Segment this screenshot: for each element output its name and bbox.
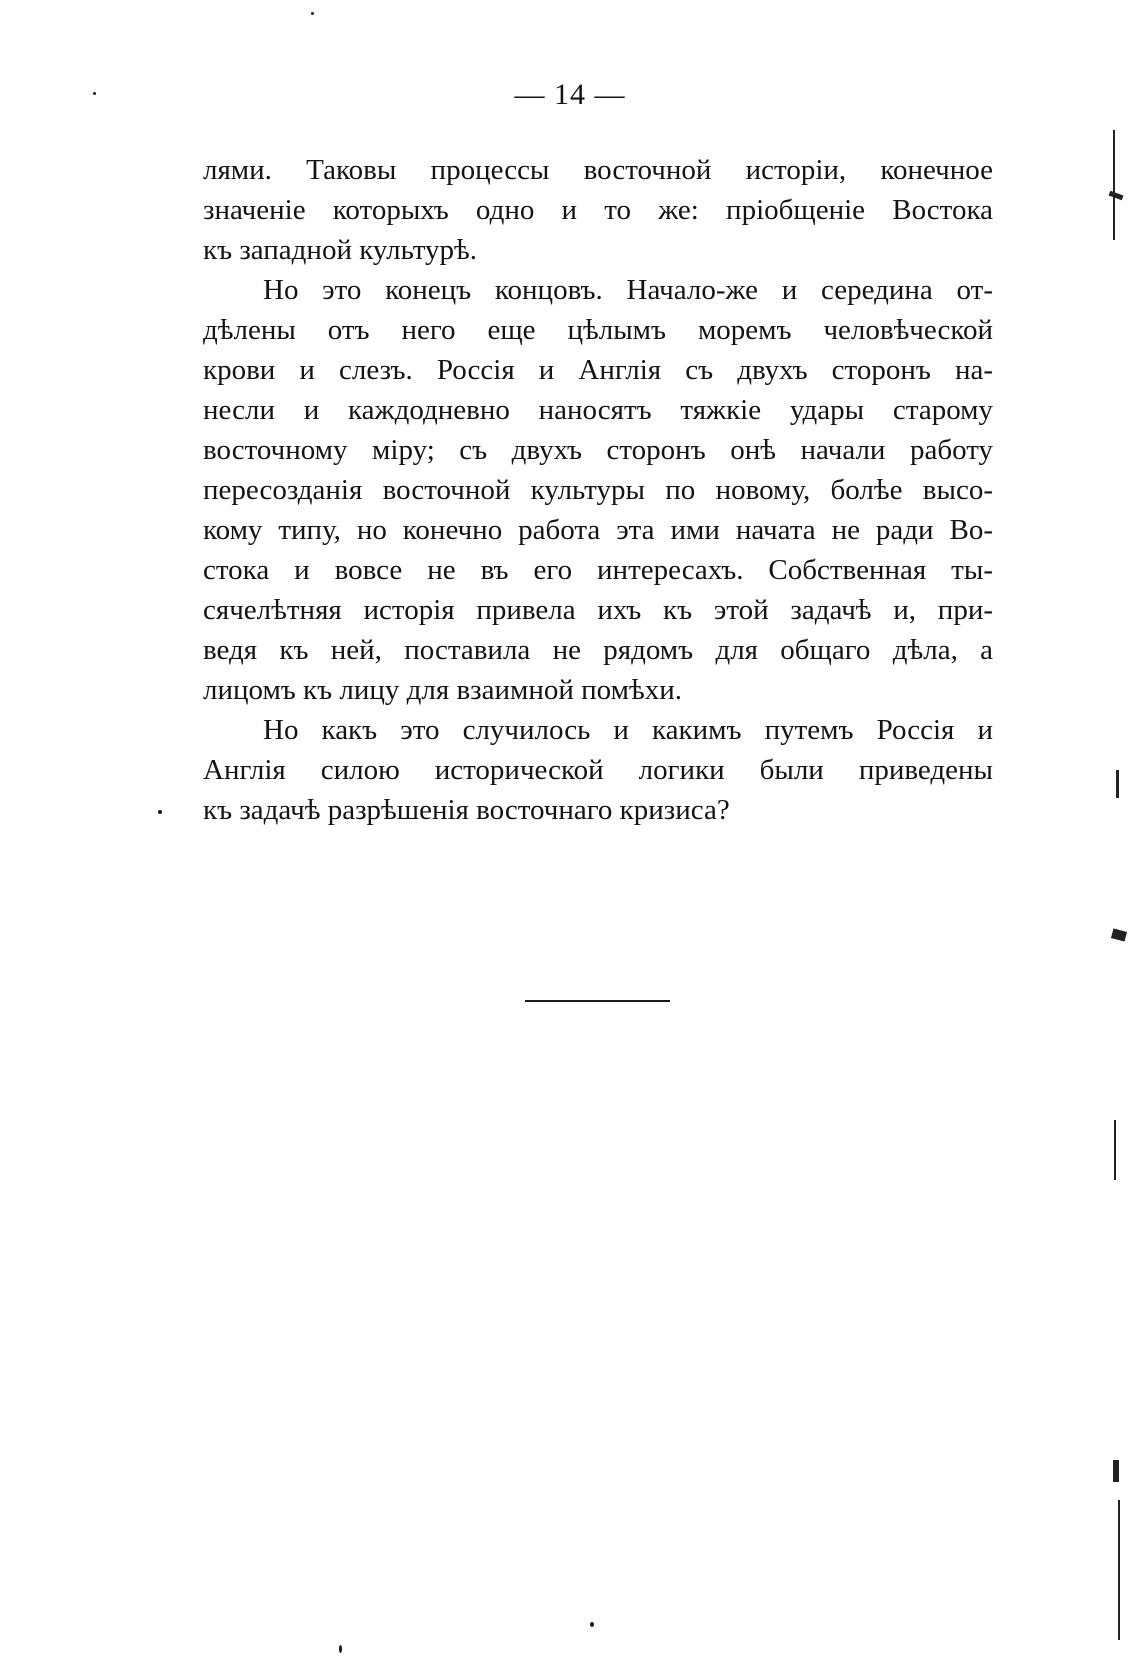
scan-edge-mark [1111,928,1127,941]
body-text [203,150,993,830]
text-line: къ западной культурѣ. [203,234,477,266]
text-line: ведя къ ней, поставила не рядомъ для общаго дѣла, а [203,634,993,666]
text-line: лями. Таковы процессы восточной исторіи, конечное [203,154,993,186]
scan-edge-mark [1116,770,1119,798]
scan-edge-mark [1118,1500,1120,1640]
paragraph-first-line: Но какъ это случилось и какимъ путемъ Россія и [263,714,993,746]
scan-edge-mark [1114,1120,1116,1180]
scan-speck [311,12,314,15]
section-end-rule [525,1000,670,1002]
text-line: несли и каждодневно наносятъ тяжкіе удары старому [203,394,993,426]
text-line: пересозданія восточной культуры по новому, болѣе высо- [203,474,993,506]
text-line: Англія силою исторической логики были приведены [203,754,993,786]
text-line: къ задачѣ разрѣшенія восточнаго кризиса? [203,794,730,826]
scan-speck [339,1645,342,1653]
text-line: лицомъ къ лицу для взаимной помѣхи. [203,674,682,706]
page-number: — 14 — [514,78,626,111]
scan-edge-mark [1109,191,1124,200]
text-line: кому типу, но конечно работа эта ими начата не ради Во- [203,514,993,546]
text-line: дѣлены отъ него еще цѣлымъ моремъ человѣческой [203,314,993,346]
scan-edge-mark [1113,1460,1119,1482]
scan-speck [590,1622,594,1627]
text-line: сячелѣтняя исторія привела ихъ къ этой задачѣ и, при- [203,594,993,626]
text-line: крови и слезъ. Россія и Англія съ двухъ сторонъ на- [203,354,993,386]
text-line: значеніе которыхъ одно и то же: пріобщеніе Востока [203,194,993,226]
scan-edge-mark [1113,130,1115,240]
text-line: восточному міру; съ двухъ сторонъ онѣ начали работу [203,434,993,466]
scan-speck [158,810,162,814]
text-line: стока и вовсе не въ его интересахъ. Собственная ты- [203,554,993,586]
scan-speck [93,92,96,95]
paragraph-first-line: Но это конецъ концовъ. Начало-же и середина от- [263,274,993,306]
